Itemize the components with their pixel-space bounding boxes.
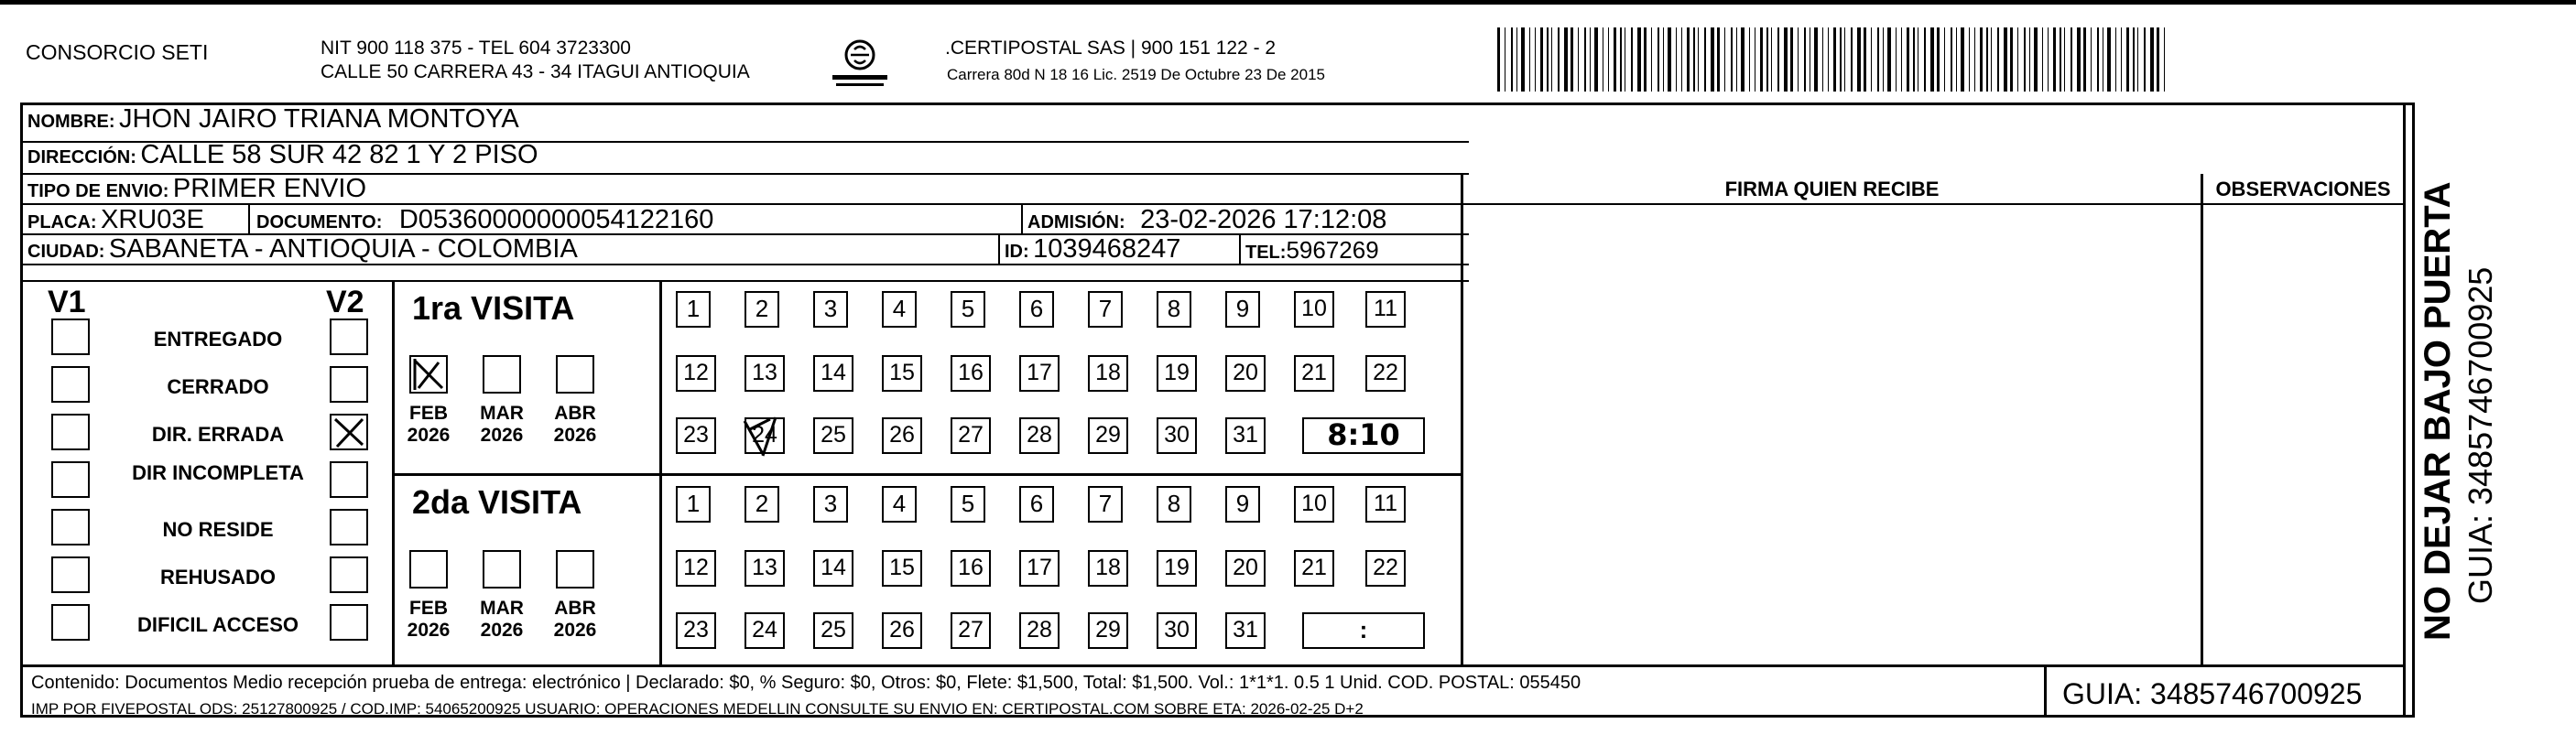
month-name: MAR: [480, 598, 524, 619]
day-number: 1: [686, 490, 701, 517]
day-cell[interactable]: [1157, 612, 1197, 649]
day-cell[interactable]: [951, 291, 985, 328]
time-value: :: [1359, 616, 1368, 643]
day-cell[interactable]: [1225, 612, 1266, 649]
day-cell[interactable]: [951, 355, 991, 392]
day-number: 29: [1095, 422, 1121, 448]
footer-contenido: Contenido: Documentos Medio recepción prueba de entrega: electrónico | Declarado: $0, % Seguro: $0, Otros: $0, Flete: $1,500, Total: $1,500. Vol.: 1*1*1. 0.5 1 Unid. COD. POSTAL: 055450: [31, 673, 1581, 693]
day-cell[interactable]: [1225, 550, 1266, 587]
day-cell[interactable]: [1157, 417, 1197, 454]
status-label: CERRADO: [167, 375, 269, 398]
observaciones-divider: [2201, 174, 2203, 666]
company-name: CONSORCIO SETI: [26, 40, 209, 64]
day-number: 24: [752, 422, 777, 448]
month-checkbox-mar[interactable]: [483, 355, 521, 394]
v2-checkbox[interactable]: [330, 366, 368, 403]
day-cell[interactable]: [1019, 355, 1060, 392]
month-label: [401, 403, 456, 447]
v1-checkbox[interactable]: [51, 414, 90, 450]
day-number: 20: [1233, 360, 1258, 385]
tipo-label: TIPO DE ENVIO:: [27, 181, 169, 201]
day-cell[interactable]: [1019, 612, 1060, 649]
firma-divider: [1461, 174, 1463, 666]
day-number: 29: [1095, 617, 1121, 643]
day-cell[interactable]: [1088, 612, 1128, 649]
day-cell[interactable]: [745, 486, 779, 523]
day-number: 31: [1233, 617, 1258, 643]
day-cell[interactable]: [1019, 486, 1054, 523]
day-cell[interactable]: [882, 417, 922, 454]
status-label: NO RESIDE: [162, 518, 274, 541]
ciudad-value: SABANETA - ANTIOQUIA - COLOMBIA: [108, 234, 578, 264]
v1-checkbox[interactable]: [51, 366, 90, 403]
guia-box-divider: [2044, 664, 2047, 718]
day-number: 14: [821, 555, 846, 580]
v2-checkbox[interactable]: [330, 509, 368, 545]
side-guia: GUIA: 3485746700925: [2462, 266, 2499, 604]
month-label: [401, 598, 456, 642]
day-number: 30: [1164, 422, 1190, 448]
day-number: 13: [752, 360, 777, 385]
day-cell[interactable]: [1365, 550, 1406, 587]
day-cell[interactable]: [745, 550, 785, 587]
day-cell[interactable]: [1225, 417, 1266, 454]
day-cell[interactable]: [882, 291, 917, 328]
admision-field: [1027, 205, 1386, 235]
direccion-value: CALLE 58 SUR 42 82 1 Y 2 PISO: [140, 140, 538, 169]
footer-imp-line: IMP POR FIVEPOSTAL ODS: 25127800925 / COD.IMP: 54065200925 USUARIO: OPERACIONES MEDELLIN CONSULTE SU ENVIO EN: CERTIPOSTAL.COM SOBRE ETA: 2026-02-25 D+2: [31, 700, 1364, 718]
direccion-label: DIRECCIÓN:: [27, 147, 136, 167]
grid-top: [20, 280, 1462, 282]
v2-checkbox[interactable]: [330, 461, 368, 498]
day-number: 23: [683, 617, 709, 643]
month-year: 2026: [480, 620, 524, 641]
day-number: 6: [1029, 490, 1044, 517]
day-cell[interactable]: [882, 355, 922, 392]
day-number: 9: [1235, 295, 1250, 322]
v1-header: V1: [48, 285, 86, 319]
time-box[interactable]: [1302, 417, 1425, 454]
day-checkmark: [739, 414, 788, 470]
address-line: CALLE 50 CARRERA 43 - 34 ITAGUI ANTIOQUIA: [321, 61, 750, 82]
day-number: 8: [1167, 490, 1181, 517]
month-label: [474, 403, 529, 447]
month-name: ABR: [554, 403, 596, 424]
v1-checkbox[interactable]: [51, 556, 90, 593]
day-number: 12: [683, 555, 709, 580]
v1-checkbox[interactable]: [51, 319, 90, 355]
tel-field: [1245, 236, 1379, 265]
nombre-label: NOMBRE:: [27, 112, 115, 132]
day-number: 17: [1027, 360, 1052, 385]
day-number: 7: [1098, 490, 1113, 517]
footer-top-line: [20, 664, 2406, 667]
placa-field: [27, 205, 204, 235]
admision-label: ADMISIÓN:: [1027, 212, 1125, 232]
time-value: 8:10: [1327, 417, 1400, 452]
day-cell[interactable]: [1019, 291, 1054, 328]
day-number: 22: [1373, 360, 1398, 385]
day-number: 8: [1167, 295, 1181, 322]
certipostal-logo: [829, 35, 891, 92]
month-year: 2026: [407, 425, 451, 446]
day-number: 16: [958, 360, 984, 385]
certipostal-line: .CERTIPOSTAL SAS | 900 151 122 - 2: [945, 38, 1277, 59]
month-name: MAR: [480, 403, 524, 424]
day-cell[interactable]: [1157, 486, 1191, 523]
month-year: 2026: [480, 425, 524, 446]
day-number: 11: [1374, 491, 1397, 516]
tel-value: 5967269: [1286, 236, 1379, 264]
day-number: 11: [1374, 296, 1397, 321]
month-label: [548, 403, 603, 447]
status-label: DIFICIL ACCESO: [136, 613, 299, 636]
month-checkbox-mar[interactable]: [483, 550, 521, 589]
day-number: 27: [958, 617, 984, 643]
day-number: 18: [1095, 555, 1121, 580]
day-cell[interactable]: [951, 417, 991, 454]
firma-header: FIRMA QUIEN RECIBE: [1724, 178, 1940, 200]
day-number: 17: [1027, 555, 1052, 580]
day-cell[interactable]: [1157, 355, 1197, 392]
top-border: [0, 0, 2576, 5]
tel-divider: [1239, 234, 1241, 264]
time-box[interactable]: [1302, 612, 1425, 649]
day-cell[interactable]: [813, 417, 853, 454]
day-number: 30: [1164, 617, 1190, 643]
day-number: 26: [889, 422, 915, 448]
day-number: 21: [1301, 360, 1327, 385]
day-cell[interactable]: [745, 417, 785, 454]
day-number: 3: [823, 295, 838, 322]
barcode: [1497, 27, 2175, 92]
day-cell[interactable]: [745, 355, 785, 392]
day-number: 25: [821, 422, 846, 448]
day-cell[interactable]: [1225, 355, 1266, 392]
day-number: 15: [889, 555, 915, 580]
day-number: 22: [1373, 555, 1398, 580]
status-label: ENTREGADO: [153, 328, 283, 351]
month-name: FEB: [409, 598, 448, 619]
day-cell[interactable]: [813, 612, 853, 649]
v2-checkbox[interactable]: [330, 556, 368, 593]
tel-label: TEL:: [1245, 243, 1287, 263]
visit-divider: [392, 473, 1462, 476]
day-number: 15: [889, 360, 915, 385]
day-cell[interactable]: [813, 291, 848, 328]
month-year: 2026: [407, 620, 451, 641]
day-number: 18: [1095, 360, 1121, 385]
day-cell[interactable]: [1088, 291, 1123, 328]
day-cell[interactable]: [745, 612, 785, 649]
id-divider: [998, 234, 1000, 264]
month-label: [548, 598, 603, 642]
ciudad-label: CIUDAD:: [27, 242, 105, 262]
day-cell[interactable]: [1365, 486, 1406, 523]
observaciones-header: OBSERVACIONES: [2215, 178, 2391, 200]
day-number: 16: [958, 555, 984, 580]
guia-box: GUIA: 3485746700925: [2062, 677, 2363, 710]
month-year: 2026: [553, 620, 597, 641]
day-number: 12: [683, 360, 709, 385]
day-number: 10: [1301, 491, 1327, 516]
day-cell[interactable]: [813, 355, 853, 392]
day-cell[interactable]: [951, 612, 991, 649]
day-cell[interactable]: [1019, 417, 1060, 454]
day-number: 5: [961, 490, 975, 517]
v2-checkbox[interactable]: [330, 319, 368, 355]
day-cell[interactable]: [951, 486, 985, 523]
day-cell[interactable]: [813, 550, 853, 587]
day-number: 2: [755, 295, 769, 322]
day-cell[interactable]: [1294, 550, 1334, 587]
status-label: DIR. ERRADA: [151, 423, 285, 446]
admision-value: 23-02-2026 17:12:08: [1140, 205, 1387, 234]
month-checkbox-abr[interactable]: [556, 355, 594, 394]
day-number: 28: [1027, 617, 1052, 643]
id-label: ID:: [1005, 242, 1029, 262]
day-cell[interactable]: [676, 612, 716, 649]
day-cell[interactable]: [676, 486, 711, 523]
day-cell[interactable]: [676, 291, 711, 328]
placa-value: XRU03E: [101, 205, 204, 234]
admision-divider: [1021, 204, 1023, 235]
day-cell[interactable]: [676, 355, 716, 392]
day-number: 19: [1164, 555, 1190, 580]
nit-line: NIT 900 118 375 - TEL 604 3723300: [321, 38, 631, 59]
nombre-row: [27, 104, 519, 135]
first-visit-title: 1ra VISITA: [412, 289, 575, 327]
day-cell[interactable]: [676, 417, 716, 454]
day-number: 7: [1098, 295, 1113, 322]
day-number: 4: [892, 295, 907, 322]
tipo-row: [27, 174, 366, 204]
no-dejar-warning: NO DEJAR BAJO PUERTA: [2418, 181, 2458, 641]
day-number: 19: [1164, 360, 1190, 385]
month-checkbox-abr[interactable]: [556, 550, 594, 589]
day-cell[interactable]: [676, 550, 716, 587]
v1-checkbox[interactable]: [51, 604, 90, 641]
day-cell[interactable]: [1225, 486, 1260, 523]
day-number: 13: [752, 555, 777, 580]
v2-checkbox[interactable]: [330, 414, 368, 450]
day-number: 21: [1301, 555, 1327, 580]
day-cell[interactable]: [1088, 486, 1123, 523]
status-label: DIR INCOMPLETA: [132, 461, 304, 484]
day-number: 24: [752, 617, 777, 643]
month-name: FEB: [409, 403, 448, 424]
day-number: 5: [961, 295, 975, 322]
v2-header: V2: [326, 285, 364, 319]
day-number: 9: [1235, 490, 1250, 517]
day-number: 10: [1301, 296, 1327, 321]
day-number: 27: [958, 422, 984, 448]
v1-checkbox[interactable]: [51, 509, 90, 545]
day-cell[interactable]: [1019, 550, 1060, 587]
month-name: ABR: [554, 598, 596, 619]
day-cell[interactable]: [1088, 355, 1128, 392]
placa-label: PLACA:: [27, 212, 97, 232]
day-cell[interactable]: [882, 550, 922, 587]
day-cell[interactable]: [1365, 355, 1406, 392]
id-value: 1039468247: [1033, 234, 1181, 264]
day-number: 31: [1233, 422, 1258, 448]
direccion-row: [27, 140, 538, 170]
day-number: 6: [1029, 295, 1044, 322]
placa-divider: [248, 204, 250, 235]
day-number: 28: [1027, 422, 1052, 448]
month-year: 2026: [553, 425, 597, 446]
documento-label: DOCUMENTO:: [256, 212, 383, 232]
day-number: 14: [821, 360, 846, 385]
day-cell[interactable]: [1088, 550, 1128, 587]
nombre-value: JHON JAIRO TRIANA MONTOYA: [119, 104, 519, 134]
id-field: [1005, 234, 1180, 265]
day-cell[interactable]: [813, 486, 848, 523]
second-visit-title: 2da VISITA: [412, 483, 582, 521]
license-line: Carrera 80d N 18 16 Lic. 2519 De Octubre 23 De 2015: [947, 66, 1325, 83]
side-divider: [2403, 103, 2406, 718]
tipo-value: PRIMER ENVIO: [172, 174, 367, 203]
day-number: 23: [683, 422, 709, 448]
documento-value: D05360000000054122160: [398, 205, 714, 234]
v1-checkbox[interactable]: [51, 461, 90, 498]
month-checkbox-feb[interactable]: [409, 355, 448, 394]
day-number: 3: [823, 490, 838, 517]
day-number: 2: [755, 490, 769, 517]
day-cell[interactable]: [882, 486, 917, 523]
v2-checkbox[interactable]: [330, 604, 368, 641]
documento-field: [256, 205, 713, 235]
day-number: 1: [686, 295, 701, 322]
day-cell[interactable]: [1088, 417, 1128, 454]
month-label: [474, 598, 529, 642]
status-label: REHUSADO: [160, 566, 276, 589]
day-number: 26: [889, 617, 915, 643]
day-cell[interactable]: [1157, 550, 1197, 587]
month-checkbox-feb[interactable]: [409, 550, 448, 589]
day-number: 20: [1233, 555, 1258, 580]
day-number: 4: [892, 490, 907, 517]
day-cell[interactable]: [882, 612, 922, 649]
day-cell[interactable]: [1157, 291, 1191, 328]
day-number: 25: [821, 617, 846, 643]
ciudad-field: [27, 234, 578, 265]
day-cell[interactable]: [1365, 291, 1406, 328]
day-cell[interactable]: [951, 550, 991, 587]
day-cell[interactable]: [1225, 291, 1260, 328]
day-cell[interactable]: [1294, 291, 1334, 328]
day-cell[interactable]: [1294, 486, 1334, 523]
day-cell[interactable]: [745, 291, 779, 328]
day-cell[interactable]: [1294, 355, 1334, 392]
